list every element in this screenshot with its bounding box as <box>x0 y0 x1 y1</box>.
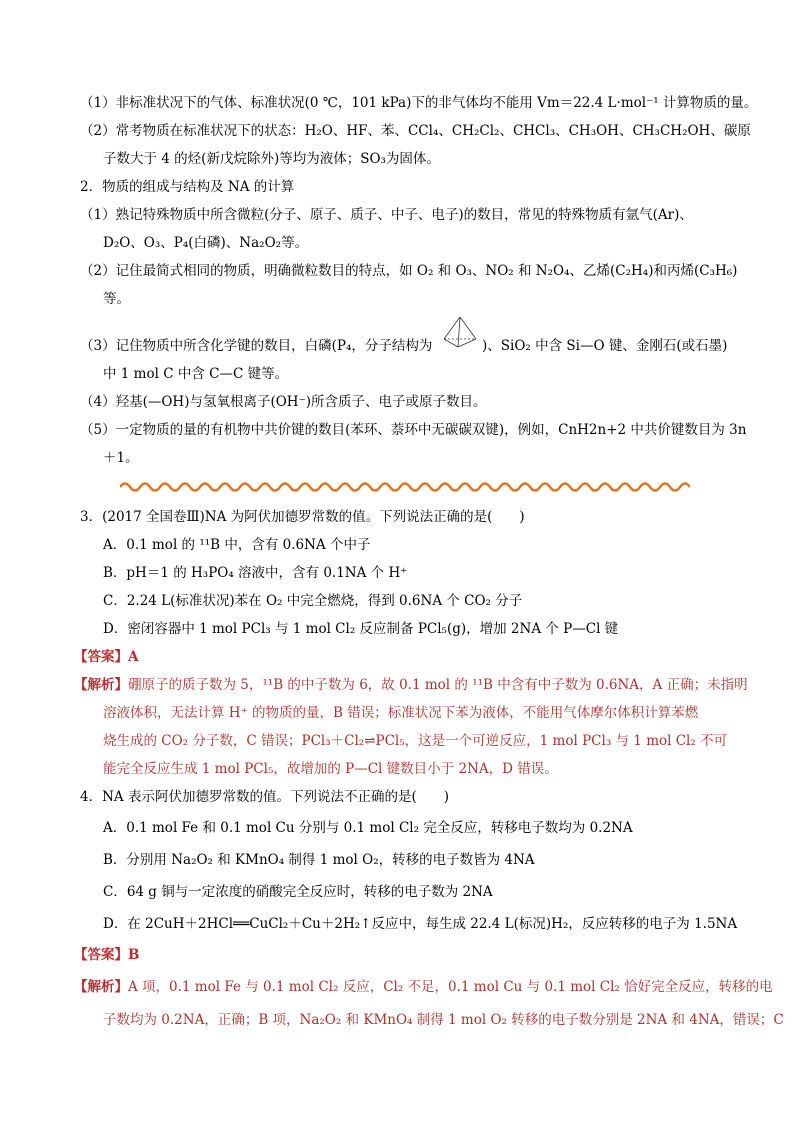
note-line-10: 中 1 mol C 中含 C—C 键等。 <box>103 366 289 382</box>
question-3-analysis-line-3: 烧生成的 CO₂ 分子数，C 错误；PCl₃＋Cl₂⇌PCl₅，这是一个可逆反应，1 mol PCl₃ 与 1 mol Cl₂ 不可 <box>103 733 728 749</box>
question-4-analysis-line-2: 子数均为 0.2NA，正确；B 项，Na₂O₂ 和 KMnO₄ 制得 1 mol O₂ 转移的电子数分别是 2NA 和 4NA，错误；C <box>103 1012 784 1028</box>
analysis-tag: 【解析】 <box>74 979 128 995</box>
question-3-option-b: B．pH＝1 的 H₃PO₄ 溶液中，含有 0.1NA 个 H⁺ <box>103 565 408 581</box>
question-4-stem: 4．NA 表示阿伏加德罗常数的值。下列说法不正确的是( ) <box>80 789 449 805</box>
answer-tag: 【答案】 <box>74 947 128 963</box>
question-4-option-a: A．0.1 mol Fe 和 0.1 mol Cu 分别与 0.1 mol Cl₂ 完全反应，转移电子数均为 0.2NA <box>103 820 633 836</box>
answer-value: A <box>128 649 139 665</box>
question-3-option-d: D．密闭容器中 1 mol PCl₃ 与 1 mol Cl₂ 反应制备 PCl₅(g)，增加 2NA 个 P—Cl 键 <box>103 621 619 637</box>
note-line-9a: （3）记住物质中所含化学键的数目，白磷(P₄，分子结构为 <box>80 338 433 354</box>
note-line-2: （2）常考物质在标准状况下的状态：H₂O、HF、苯、CCl₄、CH₂Cl₂、CHCl₃、CH₃OH、CH₃CH₂OH、碳原 <box>80 123 751 139</box>
question-3-analysis-line-1 <box>74 675 748 695</box>
question-3-analysis-line-2: 溶液体积，无法计算 H⁺ 的物质的量，B 错误；标准状况下苯为液体，不能用气体摩尔体积计算苯燃 <box>103 705 699 721</box>
question-3-stem: 3．(2017 全国卷Ⅲ)NA 为阿伏加德罗常数的值。下列说法正确的是( ) <box>80 509 525 525</box>
question-3-option-a: A．0.1 mol 的 ¹¹B 中，含有 0.6NA 个中子 <box>103 537 371 553</box>
note-line-3: 子数大于 4 的烃(新戊烷除外)等均为液体；SO₃为固体。 <box>103 151 440 167</box>
note-line-13: ＋1。 <box>103 450 139 466</box>
white-phosphorus-structure-icon <box>438 313 482 351</box>
note-line-7: （2）记住最简式相同的物质，明确微粒数目的特点，如 O₂ 和 O₃、NO₂ 和 N₂O₄、乙烯(C₂H₄)和丙烯(C₃H₆) <box>80 263 738 279</box>
answer-tag: 【答案】 <box>74 649 128 665</box>
question-4-option-b: B．分别用 Na₂O₂ 和 KMnO₄ 制得 1 mol O₂，转移的电子数皆为 4NA <box>103 852 535 868</box>
question-4-option-d: D．在 2CuH＋2HCl══CuCl₂＋Cu＋2H₂↑反应中，每生成 22.4 L(标况)H₂，反应转移的电子为 1.5NA <box>103 916 738 932</box>
note-line-12: （5）一定物质的量的有机物中共价键的数目(苯环、萘环中无碳碳双键)，例如，CnH2n+2 中共价键数目为 3n <box>80 422 747 438</box>
note-line-9b: )、SiO₂ 中含 Si—O 键、金刚石(或石墨) <box>482 338 728 354</box>
wavy-divider <box>120 480 690 494</box>
question-4-analysis-line-1 <box>74 977 773 997</box>
section-heading: 2．物质的组成与结构及 NA 的计算 <box>80 179 295 195</box>
note-line-8: 等。 <box>103 291 130 307</box>
answer-value: B <box>128 947 140 963</box>
question-3-answer <box>74 647 138 667</box>
note-line-6: D₂O、O₃、P₄(白磷)、Na₂O₂等。 <box>103 235 309 251</box>
note-line-1: （1）非标准状况下的气体、标准状况(0 ℃，101 kPa)下的非气体均不能用 Vm＝22.4 L·mol⁻¹ 计算物质的量。 <box>80 95 758 111</box>
analysis-text: 硼原子的质子数为 5，¹¹B 的中子数为 6，故 0.1 mol 的 ¹¹B 中含有中子数为 0.6NA，A 正确；未指明 <box>128 677 748 693</box>
question-3-option-c: C．2.24 L(标准状况)苯在 O₂ 中完全燃烧，得到 0.6NA 个 CO₂ 分子 <box>103 593 523 609</box>
analysis-text: A 项，0.1 mol Fe 与 0.1 mol Cl₂ 反应，Cl₂ 不足，0.1 mol Cu 与 0.1 mol Cl₂ 恰好完全反应，转移的电 <box>128 979 773 995</box>
question-3-analysis-line-4: 能完全反应生成 1 mol PCl₅，故增加的 P—Cl 键数目小于 2NA，D 错误。 <box>103 761 558 777</box>
note-line-11: （4）羟基(—OH)与氢氧根离子(OH⁻)所含质子、电子或原子数目。 <box>80 394 487 410</box>
question-4-answer <box>74 945 139 965</box>
analysis-tag: 【解析】 <box>74 677 128 693</box>
question-4-option-c: C．64 g 铜与一定浓度的硝酸完全反应时，转移的电子数为 2NA <box>103 884 493 900</box>
note-line-5: （1）熟记特殊物质中所含微粒(分子、原子、质子、中子、电子)的数目，常见的特殊物质有氩气(Ar)、 <box>80 207 693 223</box>
